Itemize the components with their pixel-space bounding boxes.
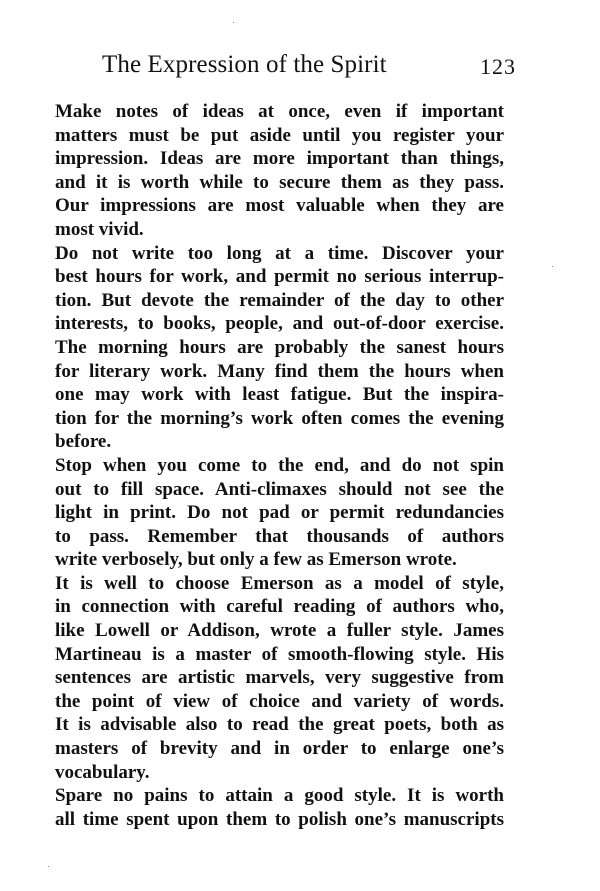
text-line: best hours for work, and permit no serious interrup- — [55, 266, 504, 288]
scan-speck — [233, 22, 234, 23]
text-line: Do not write too long at a time. Discover your — [55, 242, 504, 264]
text-line: The morning hours are probably the sanest hours — [55, 336, 504, 358]
text-line: out to fill space. Anti-climaxes should not see the — [55, 478, 504, 500]
text-line: masters of brevity and in order to enlarge one’s — [55, 738, 504, 760]
text-line: like Lowell or Addison, wrote a fuller style. James — [55, 620, 504, 642]
text-line: sentences are artistic marvels, very suggestive from — [55, 667, 504, 689]
text-line: in connection with careful reading of authors who, — [55, 596, 504, 618]
text-line: It is well to choose Emerson as a model of style, — [55, 572, 504, 594]
text-line: to pass. Remember that thousands of authors — [55, 525, 504, 547]
text-line: vocabulary. — [55, 761, 150, 783]
text-line: Spare no pains to attain a good style. It is worth — [55, 785, 504, 807]
text-line: before. — [55, 431, 112, 453]
text-line: matters must be put aside until you register your — [55, 124, 504, 146]
text-line: impression. Ideas are more important than things, — [55, 148, 504, 170]
text-line: all time spent upon them to polish one’s manuscripts — [55, 808, 504, 830]
page-number: 123 — [480, 54, 516, 79]
body-text — [34, 100, 504, 831]
scan-speck — [48, 866, 49, 867]
text-line: and it is worth while to secure them as they pass. — [55, 171, 504, 193]
text-line: Stop when you come to the end, and do not spin — [55, 454, 504, 476]
running-header — [34, 48, 516, 82]
text-line: interests, to books, people, and out-of-door exercise. — [55, 313, 504, 335]
paragraph-work-hours — [34, 242, 504, 454]
text-line: for literary work. Many find them the hours when — [55, 360, 504, 382]
scan-speck — [552, 266, 553, 267]
text-line: tion. But devote the remainder of the day to other — [55, 289, 504, 311]
text-line: It is advisable also to read the great poets, both as — [55, 714, 504, 736]
text-line: Make notes of ideas at once, even if important — [55, 101, 504, 122]
text-line: tion for the morning’s work often comes the evening — [55, 407, 504, 429]
text-line: the point of view of choice and variety of words. — [55, 690, 504, 712]
text-line: light in print. Do not pad or permit redundancies — [55, 502, 504, 524]
text-line: Martineau is a master of smooth-flowing style. His — [55, 643, 504, 665]
text-line: most vivid. — [55, 218, 144, 240]
text-line: write verbosely, but only a few as Emerson wrote. — [55, 549, 457, 571]
paragraph-stop-at-end — [34, 454, 504, 572]
paragraph-good-style — [34, 784, 504, 831]
text-line: Our impressions are most valuable when they are — [55, 195, 504, 217]
paragraph-note-taking — [34, 100, 504, 242]
text-line: one may work with least fatigue. But the inspira- — [55, 384, 504, 406]
paragraph-model-of-style — [34, 572, 504, 784]
running-head-title: The Expression of the Spirit — [102, 51, 387, 78]
